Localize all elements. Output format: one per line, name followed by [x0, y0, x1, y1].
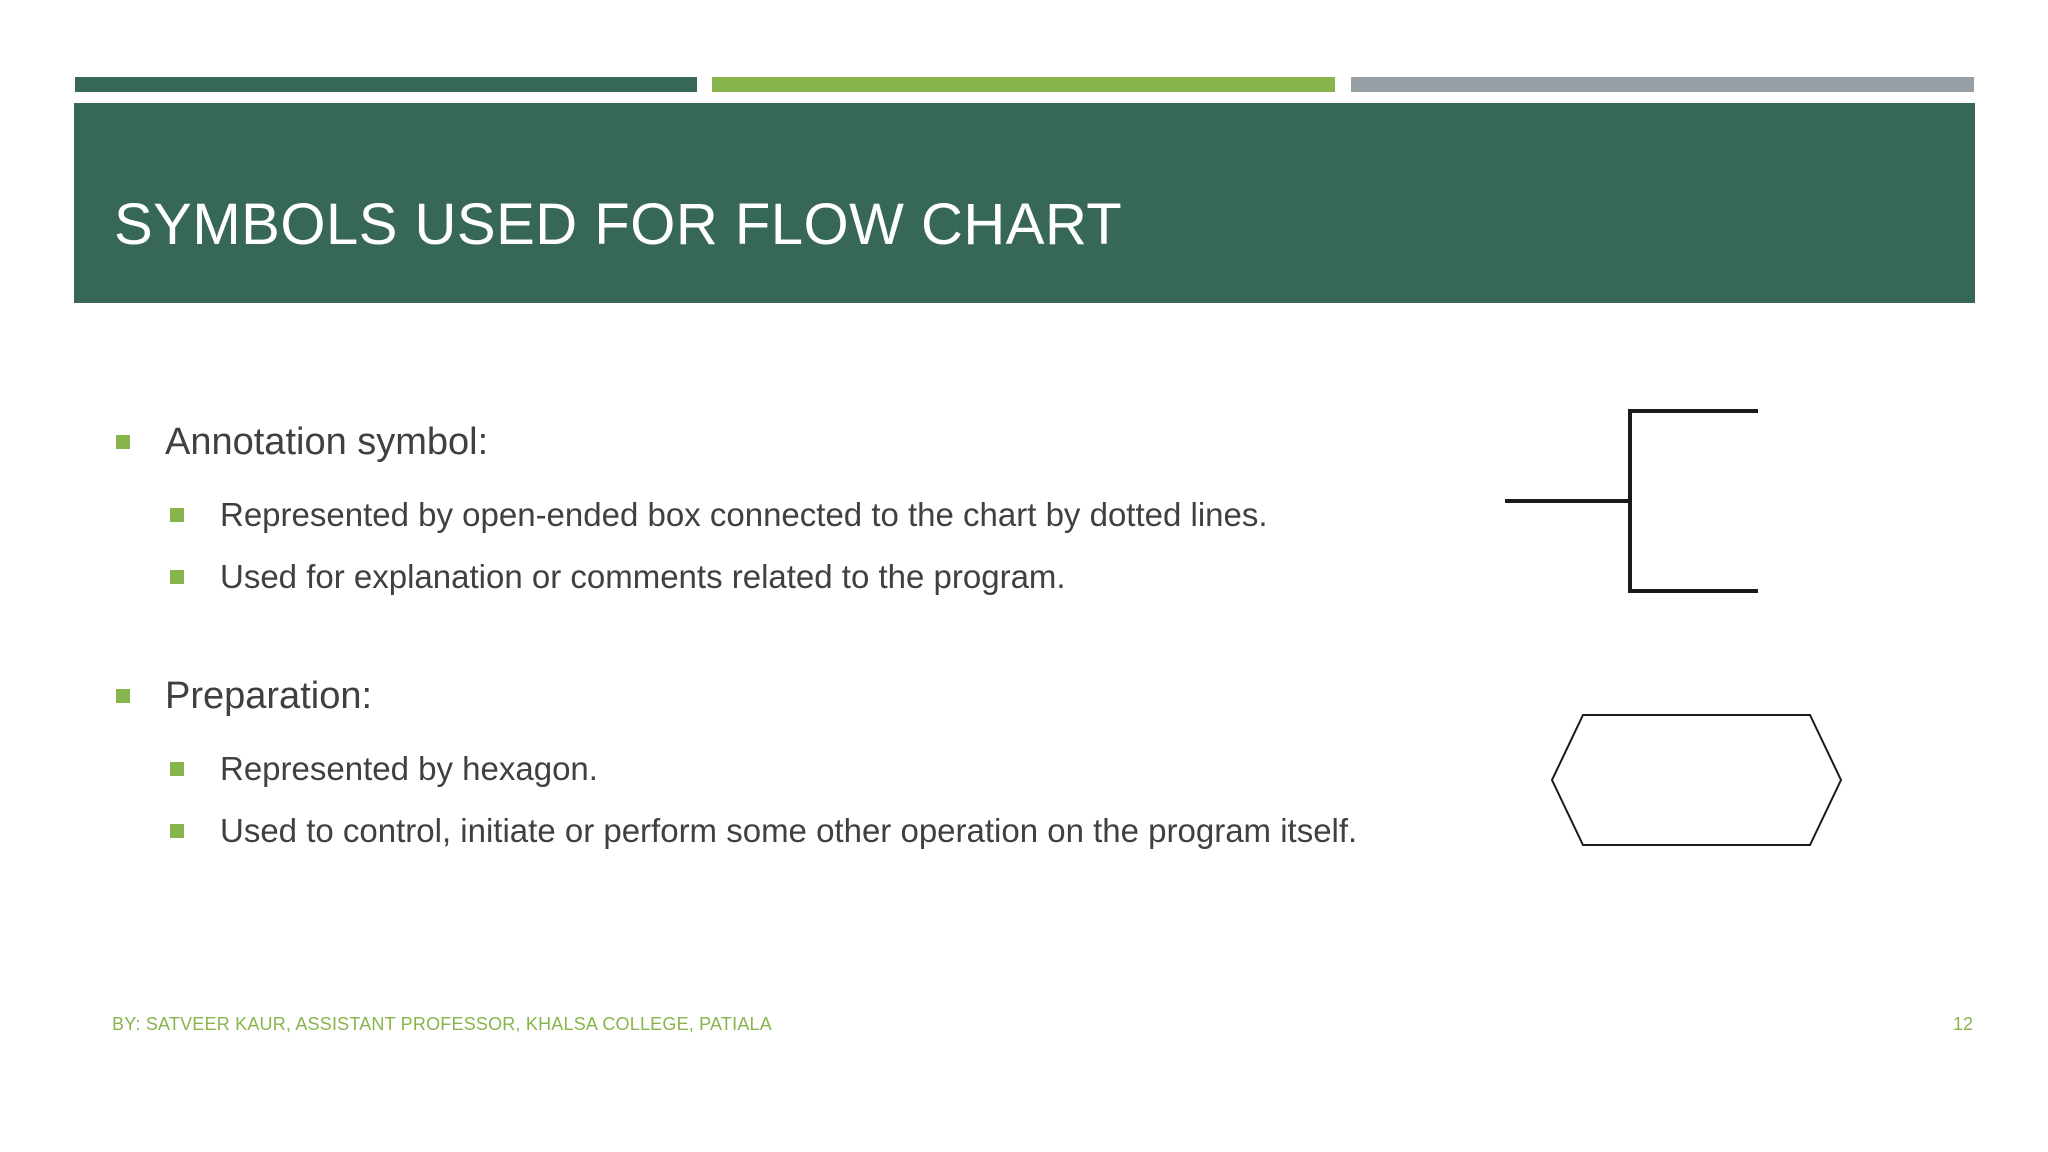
sub-bullet-text: Used to control, initiate or perform some other operation on the program itself.: [220, 812, 1358, 849]
bullet-square-icon: [170, 762, 184, 776]
sub-bullet: [113, 800, 1357, 862]
bullet-square-icon: [170, 824, 184, 838]
bullet-square-icon: [170, 570, 184, 584]
sub-bullet: [113, 546, 1268, 608]
accent-strip-gray: [1351, 77, 1974, 92]
footer-author: BY: SATVEER KAUR, ASSISTANT PROFESSOR, KHALSA COLLEGE, PATIALA: [112, 1014, 772, 1034]
page-number: 12: [1952, 1014, 1973, 1034]
bullet-heading-annotation: [113, 418, 1268, 466]
bullet-heading-text: Annotation symbol:: [165, 421, 489, 463]
bullet-square-icon: [116, 435, 130, 449]
accent-strip-dark-green: [75, 77, 697, 92]
hexagon-icon: [1548, 712, 1843, 848]
accent-strip-light-green: [712, 77, 1335, 92]
sub-bullet-text: Represented by hexagon.: [220, 750, 598, 787]
sub-bullet: [113, 484, 1268, 546]
annotation-bracket-icon: [1500, 405, 1765, 597]
page-title: SYMBOLS USED FOR FLOW CHART: [114, 192, 1123, 257]
bullet-square-icon: [116, 689, 130, 703]
title-band: [74, 103, 1975, 303]
sub-bullet-text: Represented by open-ended box connected to the chart by dotted lines.: [220, 496, 1268, 533]
sub-bullet: [113, 738, 1357, 800]
bullet-square-icon: [170, 508, 184, 522]
sub-bullet-text: Used for explanation or comments related to the program.: [220, 558, 1066, 595]
bullet-heading-text: Preparation:: [165, 675, 373, 717]
bullet-group-preparation: [113, 672, 1357, 862]
bullet-group-annotation: [113, 418, 1268, 608]
bullet-heading-preparation: [113, 672, 1357, 720]
